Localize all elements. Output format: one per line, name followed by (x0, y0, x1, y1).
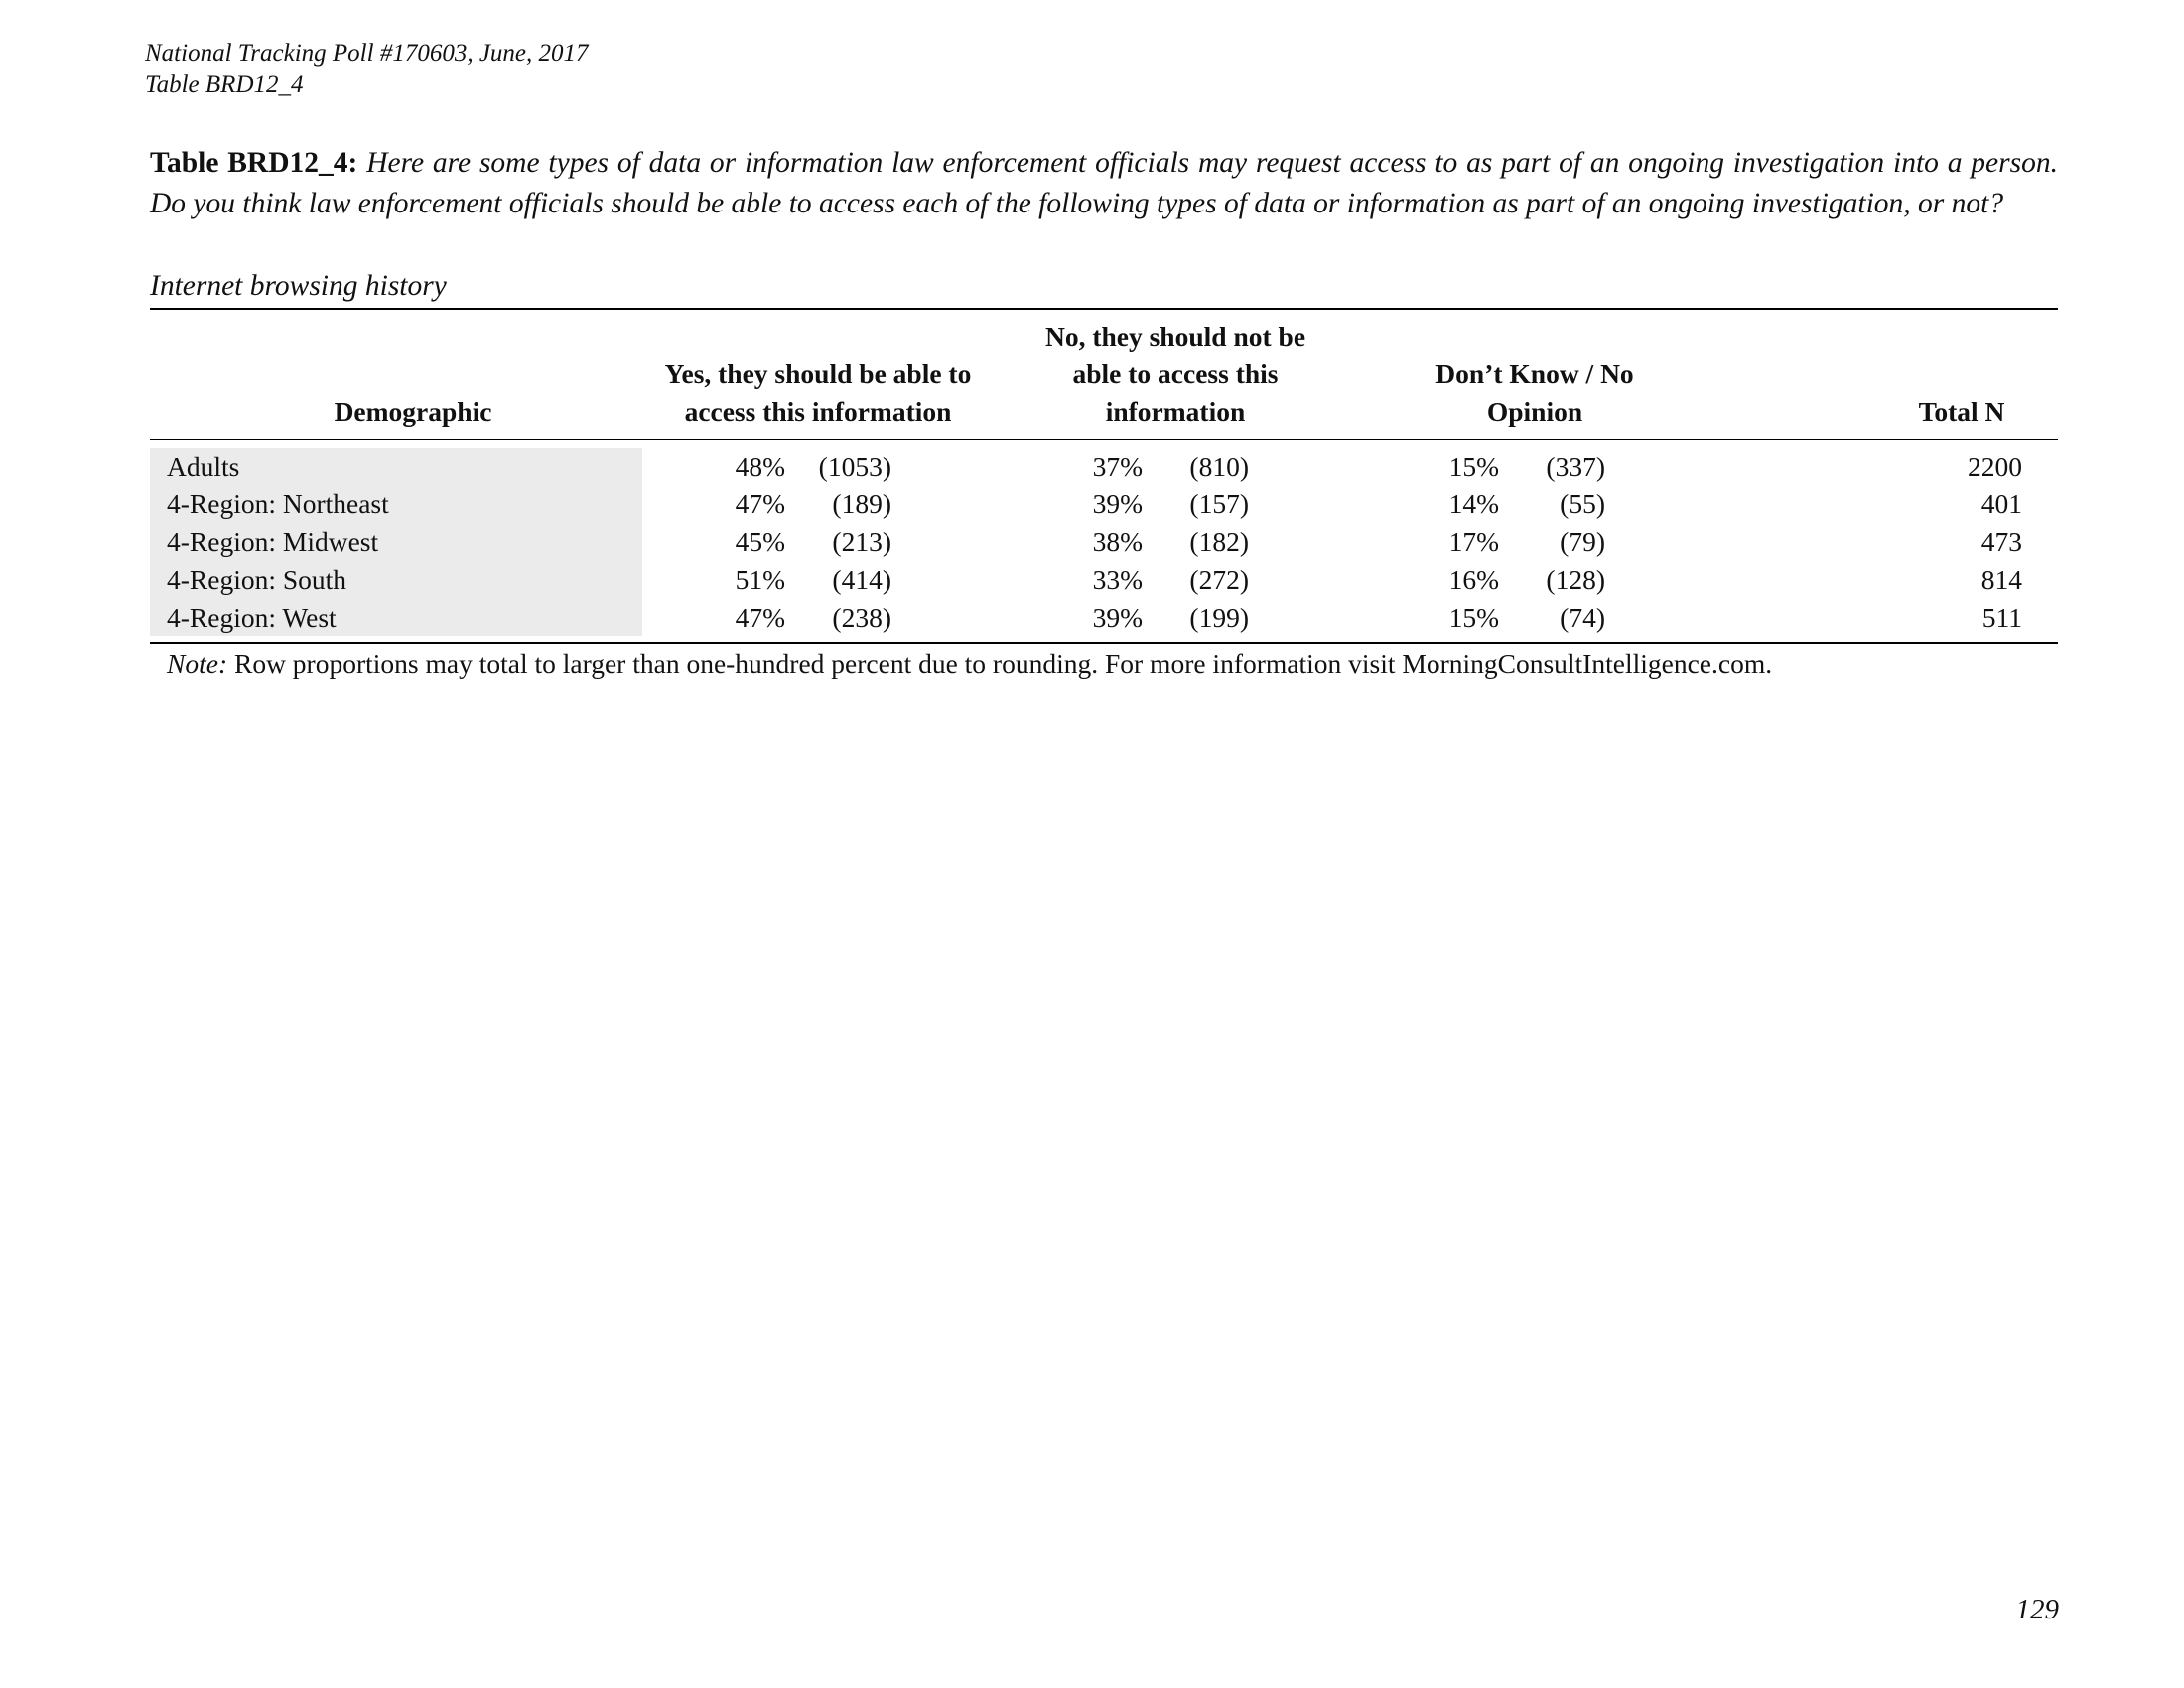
table-row (150, 448, 2058, 486)
table-row (150, 523, 2058, 561)
yes-count: (189) (832, 489, 891, 519)
dont-know-percent: 15% (1448, 451, 1499, 482)
dont-know-percent: 14% (1448, 489, 1499, 519)
total-n: 2200 (1968, 451, 2022, 482)
table-row (150, 486, 2058, 523)
yes-percent: 51% (735, 564, 785, 595)
no-count: (272) (1189, 564, 1249, 595)
note-label: Note: (167, 648, 228, 679)
total-n: 473 (1980, 526, 2022, 557)
no-percent: 37% (1092, 451, 1143, 482)
dont-know-percent: 15% (1448, 602, 1499, 633)
dont-know-count: (128) (1546, 564, 1605, 595)
crosstab-table (150, 308, 2058, 682)
column-header-no: No, they should not be able to access this information (1044, 321, 1306, 427)
row-label: Adults (167, 451, 240, 482)
dont-know-percent: 17% (1448, 526, 1499, 557)
no-count: (199) (1189, 602, 1249, 633)
caption-label: Table BRD12_4: (150, 147, 358, 179)
no-count: (157) (1189, 489, 1249, 519)
dont-know-percent: 16% (1448, 564, 1499, 595)
row-label: 4-Region: South (167, 564, 347, 595)
dont-know-count: (74) (1560, 602, 1605, 633)
yes-percent: 45% (735, 526, 785, 557)
yes-percent: 47% (735, 489, 785, 519)
total-n: 511 (1981, 602, 2022, 633)
row-label: 4-Region: West (167, 602, 337, 633)
row-label: 4-Region: Midwest (167, 526, 379, 557)
no-percent: 33% (1092, 564, 1143, 595)
dont-know-count: (55) (1560, 489, 1605, 519)
note-text: Row proportions may total to larger than one-hundred percent due to rounding. For more information visit MorningConsultIntelligence.com. (233, 648, 1773, 679)
yes-count: (238) (832, 602, 891, 633)
table-row (150, 599, 2058, 636)
dont-know-count: (79) (1560, 526, 1605, 557)
column-header-demographic: Demographic (334, 396, 492, 427)
yes-percent: 47% (735, 602, 785, 633)
table-caption (150, 143, 2058, 224)
no-percent: 38% (1092, 526, 1143, 557)
table-body (150, 440, 2058, 642)
column-header-total-n: Total N (1918, 396, 2005, 427)
yes-count: (414) (832, 564, 891, 595)
table-row (150, 561, 2058, 599)
no-percent: 39% (1092, 489, 1143, 519)
page-number: 129 (2015, 1594, 2059, 1625)
no-percent: 39% (1092, 602, 1143, 633)
yes-percent: 48% (735, 451, 785, 482)
no-count: (810) (1189, 451, 1249, 482)
column-header-yes: Yes, they should be able to access this information (664, 358, 972, 427)
running-header (145, 38, 589, 101)
no-count: (182) (1189, 526, 1249, 557)
total-n: 401 (1980, 489, 2022, 519)
table-id: Table BRD12_4 (145, 71, 304, 98)
table-note (150, 644, 2058, 682)
row-label: 4-Region: Northeast (167, 489, 389, 519)
dont-know-count: (337) (1546, 451, 1605, 482)
table-subtitle: Internet browsing history (150, 270, 447, 302)
column-header-dont-know: Don’t Know / No Opinion (1435, 358, 1634, 427)
yes-count: (1053) (818, 451, 891, 482)
total-n: 814 (1980, 564, 2022, 595)
yes-count: (213) (832, 526, 891, 557)
poll-title: National Tracking Poll #170603, June, 2017 (145, 40, 589, 67)
header-row (150, 310, 2058, 439)
caption-question: Here are some types of data or information law enforcement officials may request access to as part of an ongoing investigation into a person. Do you think law enforcement officials should be able to access each of the following types of data or information as part of an ongoing investigation, or not? (150, 147, 2058, 219)
